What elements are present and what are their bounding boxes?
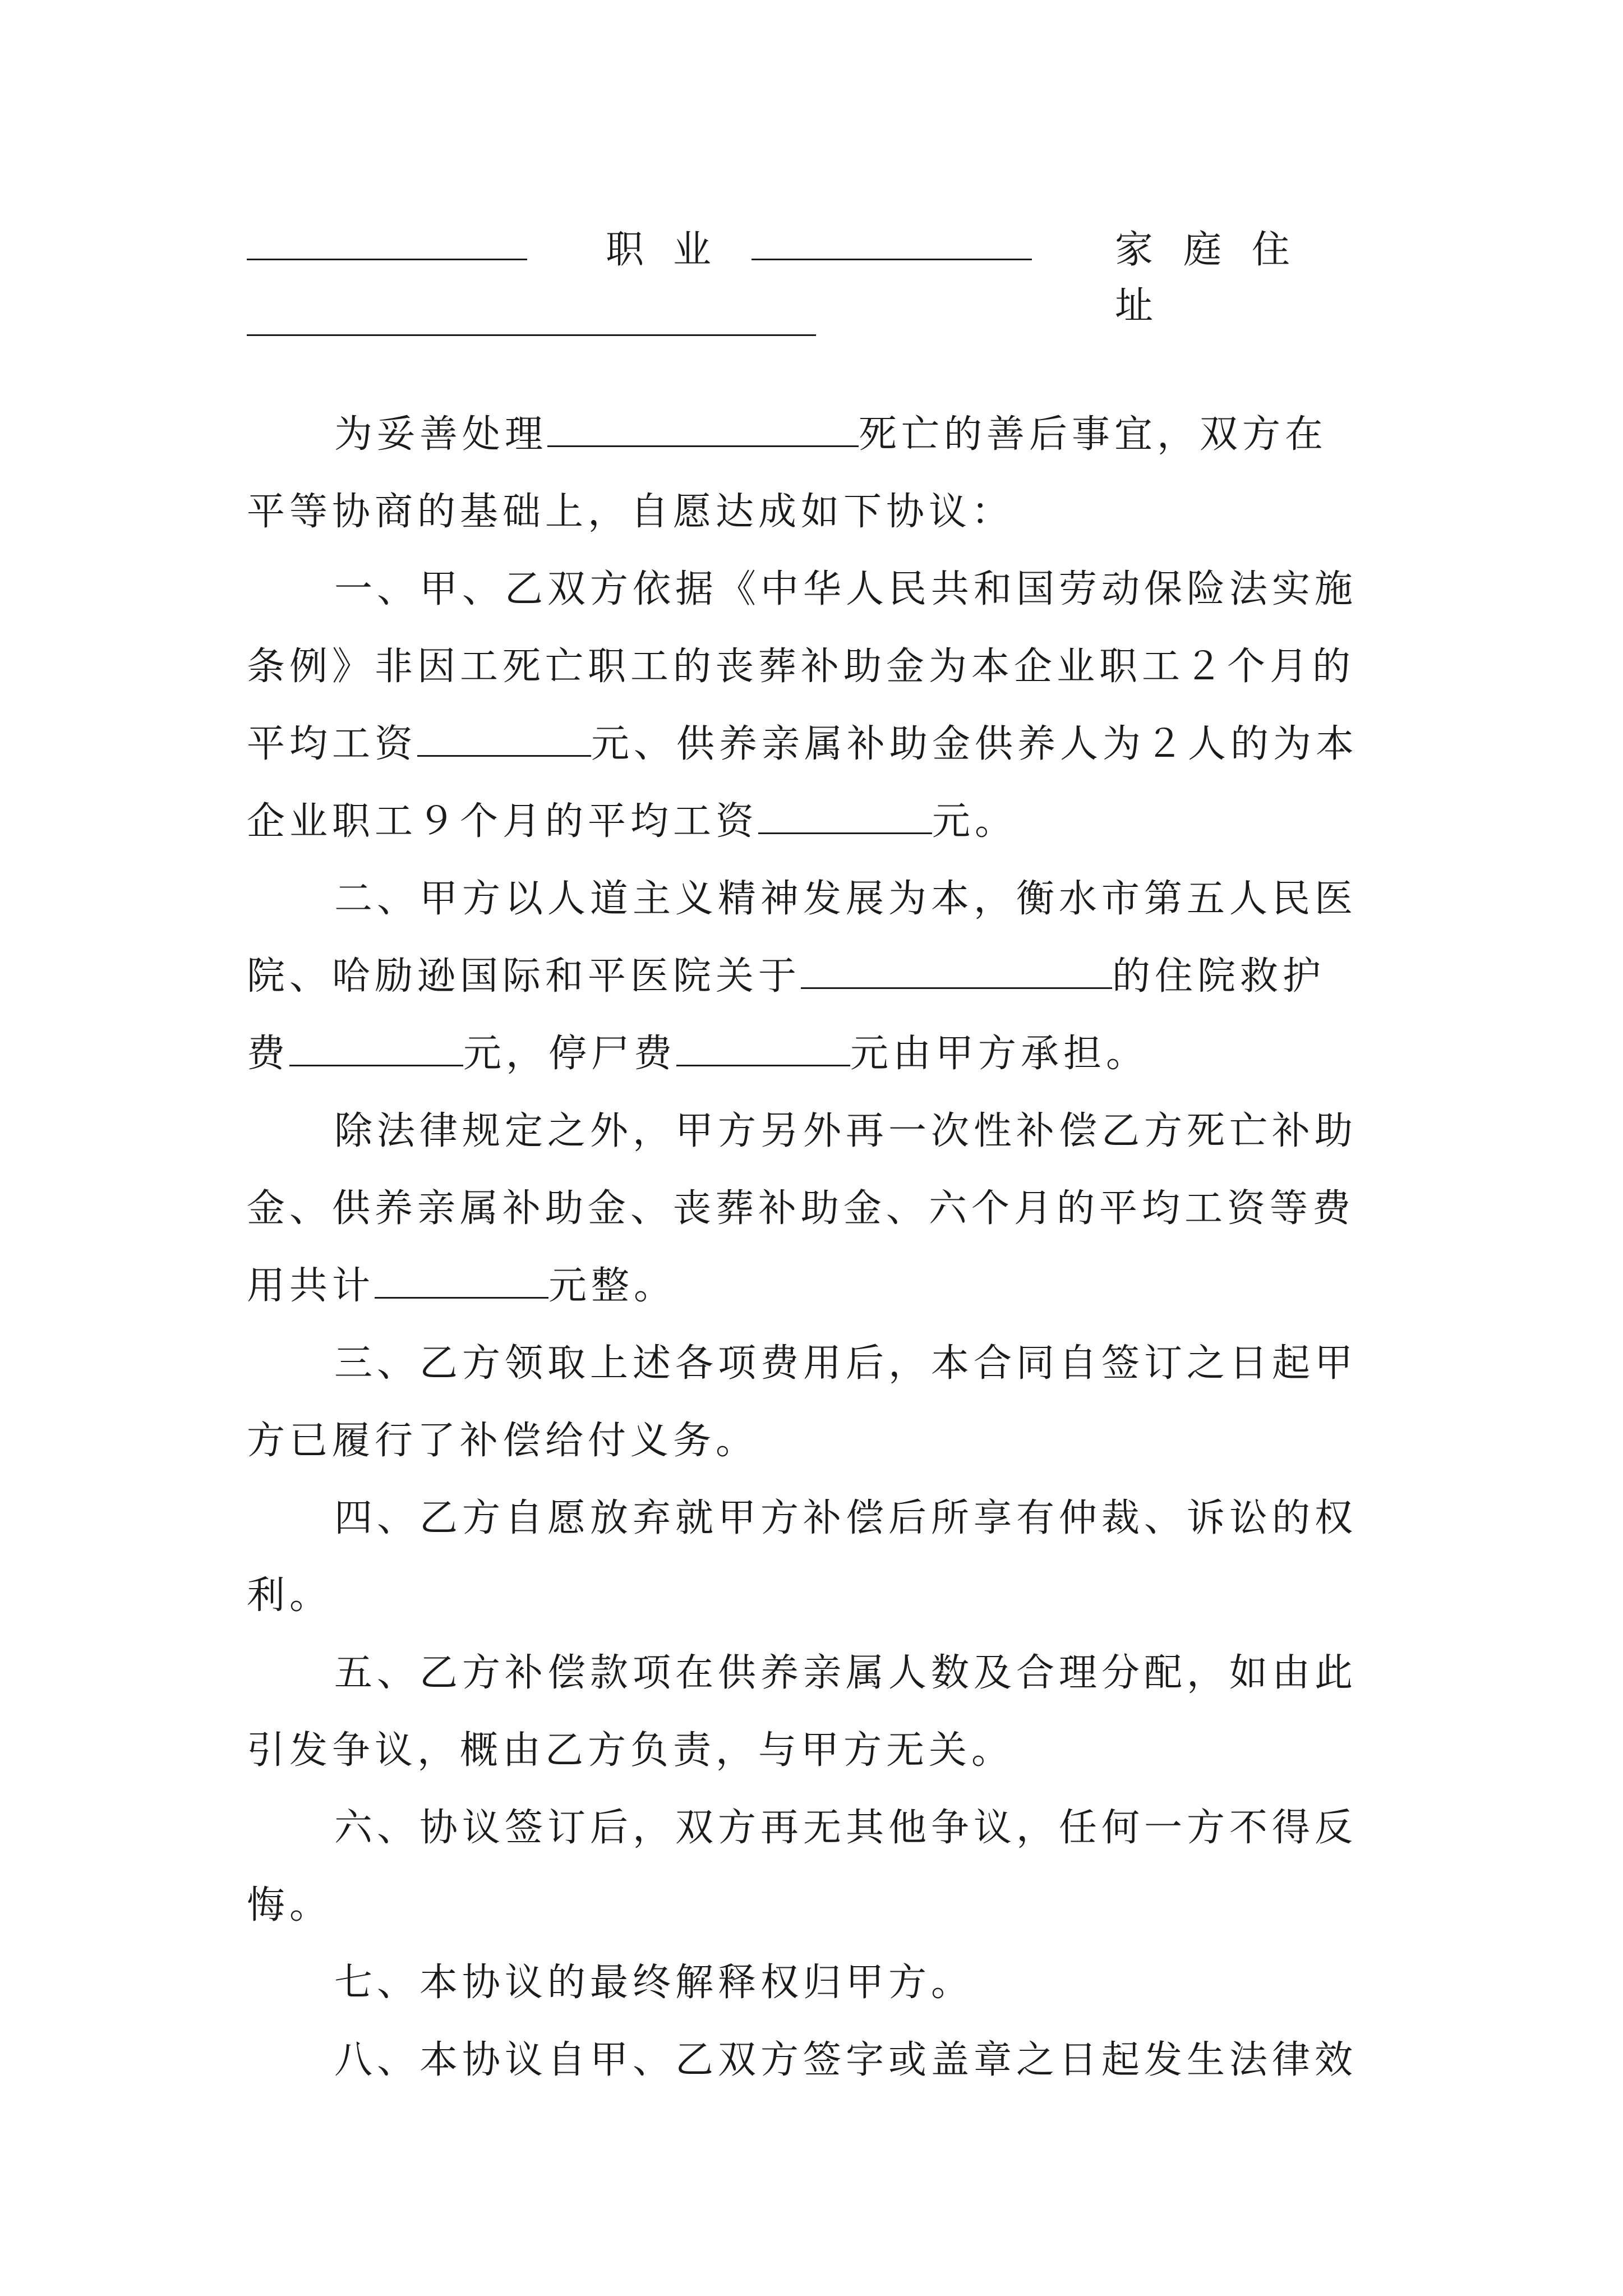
text-segment: 死亡的善后事宜，双方在 <box>859 412 1328 457</box>
text-line: 七、本协议的最终解释权归甲方。 <box>334 1961 974 2005</box>
text-segment: 用共计 <box>247 1264 375 1308</box>
text-line <box>247 1248 1380 1325</box>
text-segment: 院、哈励逊国际和平医院关于 <box>247 954 801 999</box>
text-line: 二、甲方以人道主义精神发展为本，衡水市第五人民医 <box>334 877 1358 921</box>
text-line: 悔。 <box>247 1883 333 1927</box>
text-line: 三、乙方领取上述各项费用后，本合同自签订之日起甲 <box>334 1341 1358 1386</box>
home-address-blank-line <box>247 334 816 336</box>
text-segment: 费 <box>247 1032 290 1076</box>
text-line: 利。 <box>247 1573 333 1618</box>
amount-blank <box>375 1258 548 1299</box>
text-line: 方已履行了补偿给付义务。 <box>247 1419 759 1463</box>
text-line: 条例》非因工死亡职工的丧葬补助金为本企业职工２个月的 <box>247 645 1355 689</box>
deceased-name-blank <box>547 406 859 447</box>
text-line: 四、乙方自愿放弃就甲方补偿后所享有仲裁、诉讼的权 <box>334 1496 1358 1540</box>
text-segment: 元、供养亲属补助金供养人为２人的为本 <box>591 722 1359 766</box>
text-line <box>247 1015 1380 1093</box>
text-line: 平等协商的基础上，自愿达成如下协议： <box>247 490 1015 534</box>
amount-blank <box>676 1025 850 1066</box>
amount-blank <box>289 1025 463 1066</box>
text-line: 一、甲、乙双方依据《中华人民共和国劳动保险法实施 <box>334 567 1358 611</box>
text-line: 引发争议，概由乙方负责，与甲方无关。 <box>247 1728 1015 1773</box>
patient-blank <box>801 948 1112 989</box>
text-segment: 元。 <box>932 799 1018 844</box>
text-line: 八、本协议自甲、乙双方签字或盖章之日起发生法律效 <box>334 2038 1358 2082</box>
home-address-label: 家庭住址 <box>1115 228 1321 328</box>
text-line <box>247 396 1380 473</box>
text-line <box>247 706 1380 783</box>
home-address-blank-row <box>247 312 1380 396</box>
text-line: 六、协议签订后，双方再无其他争议，任何一方不得反 <box>334 1806 1358 1850</box>
text-segment: 平均工资 <box>247 722 418 766</box>
text-segment: 元由甲方承担。 <box>850 1032 1149 1076</box>
job-label: 职业 <box>606 228 741 272</box>
text-line: 五、乙方补偿款项在供养亲属人数及合理分配，如由此 <box>334 1651 1358 1695</box>
text-line: 除法律规定之外，甲方另外再一次性补偿乙方死亡补助 <box>334 1109 1358 1153</box>
text-segment: 元整。 <box>548 1264 677 1308</box>
job-blank-line <box>751 259 1032 260</box>
text-segment: 的住院救护 <box>1112 954 1326 999</box>
document-body <box>247 211 1380 2099</box>
text-line <box>247 938 1380 1015</box>
blank-line <box>247 259 527 260</box>
text-segment: 元，停尸费 <box>463 1032 677 1076</box>
text-line: 金、供养亲属补助金、丧葬补助金、六个月的平均工资等费 <box>247 1186 1355 1231</box>
text-line <box>247 783 1380 861</box>
party-info-row <box>247 211 1380 328</box>
text-segment: 企业职工９个月的平均工资 <box>247 799 759 844</box>
amount-blank <box>417 716 591 757</box>
amount-blank <box>758 793 932 834</box>
text-segment: 为妥善处理 <box>334 412 548 457</box>
